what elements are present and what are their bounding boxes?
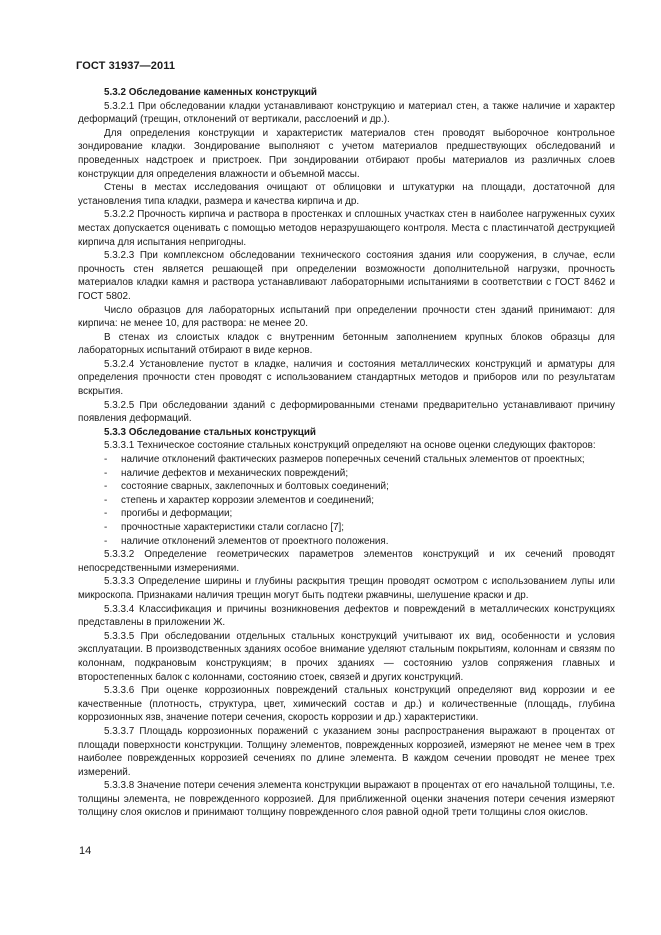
list-item-text: прочностные характеристики стали согласно [7];: [121, 522, 345, 533]
paragraph: 5.3.3.2 Определение геометрических параметров элементов конструкций и их сечений проводят непосредственными измерениями.: [78, 549, 615, 574]
paragraph: 5.3.3.4 Классификация и причины возникновения дефектов и повреждений в металлических конструкциях представлены в приложении Ж.: [78, 603, 615, 629]
list-item: [78, 535, 615, 549]
dash-bullet: -: [104, 454, 108, 466]
paragraph: В стенах из слоистых кладок с внутренним бетонным заполнением крупных блоков образцы для лабораторных испытаний отбирают в виде кернов.: [78, 331, 615, 357]
paragraph: 5.3.2.3 При комплексном обследовании технического состояния здания или сооружения, в случае, если прочность стен является решающей при определении возможности дополнительной нагрузки, прочность материалов кладки камня и раствора устанавливают лабораторными испытаниями в соответствии с ГОСТ 8462 и ГОСТ 5802.: [78, 250, 615, 302]
paragraph: 5.3.3.3 Определение ширины и глубины раскрытия трещин проводят осмотром с использованием лупы или микроскопа. Признаками наличия трещин могут быть подтеки ржавчины, шелушение краски и др.: [78, 576, 615, 601]
section-heading: 5.3.3 Обследование стальных конструкций: [104, 426, 316, 438]
paragraph: 5.3.2.5 При обследовании зданий с деформированными стенами предварительно устанавливают причину появления деформаций.: [78, 399, 615, 425]
paragraph: Число образцов для лабораторных испытаний при определении прочности стен зданий принимают: для кирпича: не менее 10, для раствора: не менее 20.: [78, 304, 615, 330]
list-item-text: наличие отклонений элементов от проектного положения.: [121, 535, 389, 547]
paragraph: 5.3.3.1 Техническое состояние стальных конструкций определяют на основе оценки следующих факторов:: [104, 440, 596, 452]
paragraph: Стены в местах исследования очищают от облицовки и штукатурки на площади, достаточной для установления типа кладки, размера и качества кирпича и др.: [78, 182, 615, 207]
paragraph: 5.3.2.2 Прочность кирпича и раствора в простенках и сплошных участках стен в наиболее нагруженных сухих местах допускается оценивать с помощью методов неразрушающего контроля. Места с пластинчатой деструкцией кирпича для испытания непригодны.: [78, 209, 615, 248]
dash-bullet: -: [104, 535, 108, 547]
paragraph: Для определения конструкции и характеристик материалов стен проводят выборочное контрольное зондирование кладки. Зондирование выполняют с учетом материалов предшествующих обследований и проведенных надстроек и пристроек. При зондировании отбирают пробы материалов из различных слоев конструкции для определения влажности и объемной массы.: [78, 127, 615, 180]
list-item-text: степень и характер коррозии элементов и соединений;: [121, 494, 374, 506]
dash-bullet: -: [104, 494, 108, 506]
document-header: ГОСТ 31937—2011: [76, 60, 176, 72]
page-number: 14: [79, 845, 92, 857]
dash-bullet: -: [104, 467, 108, 479]
dash-bullet: -: [104, 508, 108, 520]
paragraph: 5.3.2.4 Установление пустот в кладке, наличия и состояния металлических конструкций и арматуры для определения прочности стен проводят с использованием стандартных методов и приборов или по результатам вскрытия.: [78, 358, 615, 398]
section-heading: 5.3.2 Обследование каменных конструкций: [104, 87, 318, 98]
paragraph: 5.3.3.6 При оценке коррозионных повреждений стальных конструкций определяют вид коррозии и ее качественные (плотность, структура, цвет, химический состав и др.) и количественные (площадь, глубина коррозионных язв, значение потери сечения, скорость коррозии и др.) характеристики.: [78, 685, 615, 724]
paragraph: 5.3.2.1 При обследовании кладки устанавливают конструкцию и материал стен, а также наличие и характер деформаций (трещин, отклонений от вертикали, расслоений и др.).: [78, 100, 615, 126]
paragraph: 5.3.3.5 При обследовании отдельных стальных конструкций учитывают их вид, особенности и условия эксплуатации. В производственных зданиях особое внимание уделяют стальным покрытиям, колоннам и связям по колоннам, подкрановым конструкциям; в прочих зданиях — состоянию узлов сопряжения главных и второстепенных балок с колоннами, состоянию стоек, связей и других конструкций.: [78, 630, 615, 683]
dash-bullet: -: [104, 481, 108, 493]
list-item: [78, 507, 615, 521]
list-item-text: прогибы и деформации;: [121, 508, 233, 520]
document-body: [78, 86, 615, 820]
list-item-text: состояние сварных, заклепочных и болтовых соединений;: [121, 481, 389, 493]
list-item: [78, 521, 615, 535]
list-item-text: наличие дефектов и механических повреждений;: [121, 467, 349, 479]
list-item-text: наличие отклонений фактических размеров поперечных сечений стальных элементов от проектных;: [121, 454, 585, 466]
list-item: [78, 480, 615, 494]
paragraph: 5.3.3.7 Площадь коррозионных поражений с указанием зоны распространения выражают в процентах от площади поверхности конструкции. Толщину элементов, поврежденных коррозией, измеряют не менее чем в трех наиболее поврежденных коррозией сечениях по длине элемента. В каждом сечении проводят не менее трех измерений.: [78, 725, 615, 778]
list-item: [78, 494, 615, 508]
dash-bullet: -: [104, 522, 108, 533]
list-item: [78, 453, 615, 467]
list-item: [78, 467, 615, 481]
paragraph: 5.3.3.8 Значение потери сечения элемента конструкции выражают в процентах от его начальной толщины, т.е. толщины элемента, не поврежденного коррозией. Для приближенной оценки значения потери сечения измеряют толщину слоя окислов и принимают толщину поврежденного слоя равной одной трети толщины слоя окислов.: [78, 780, 615, 819]
